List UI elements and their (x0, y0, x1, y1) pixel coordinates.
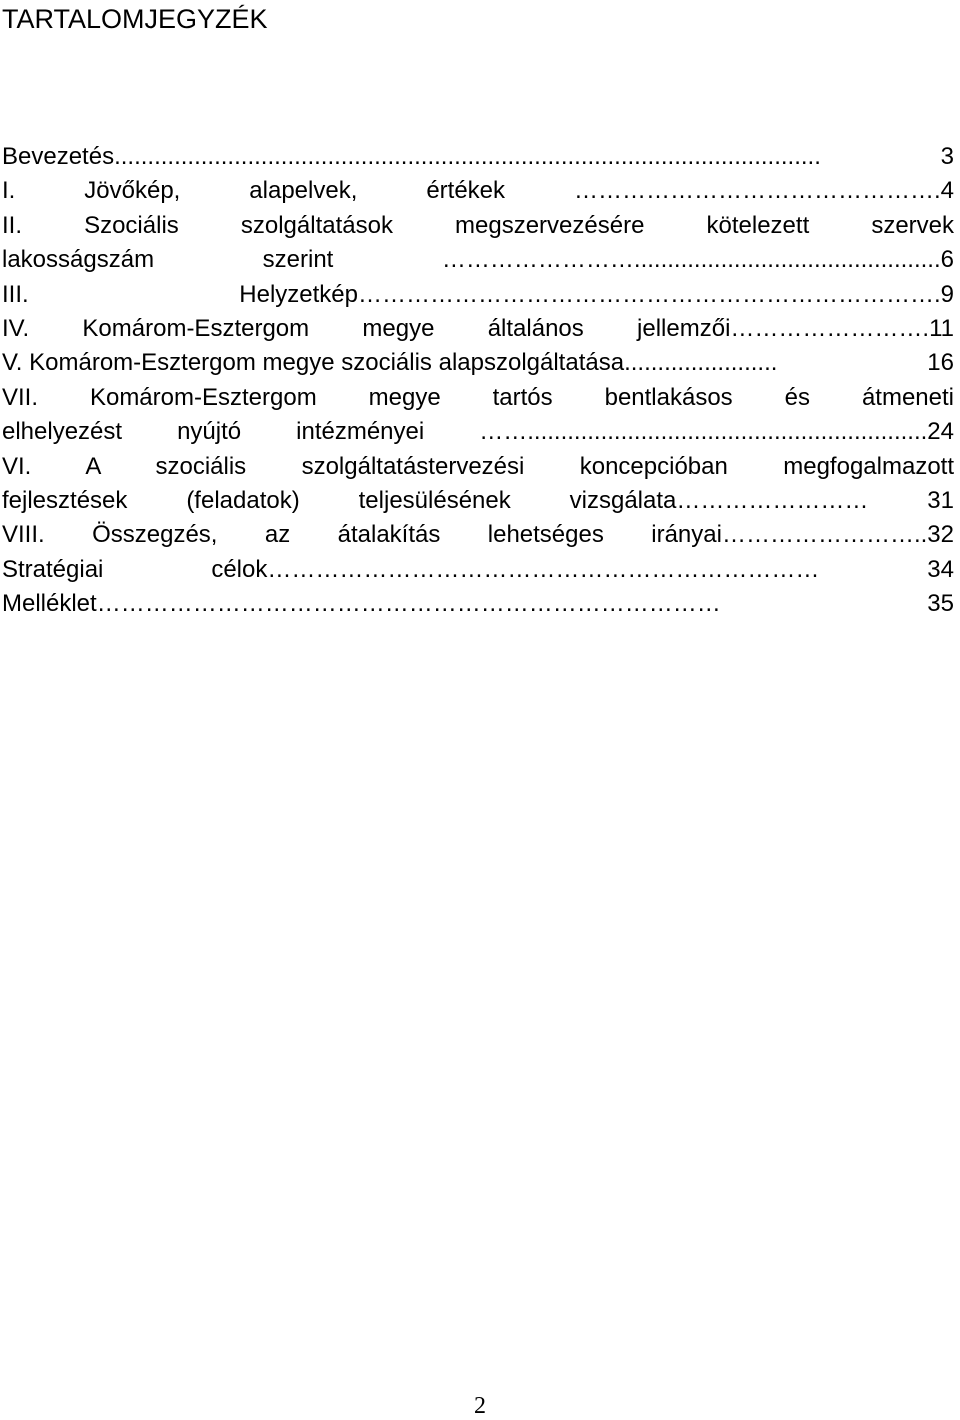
toc-entry-osszegzes[interactable]: VIII. Összegzés, az átalakítás lehetséges irányai……………………..32 (2, 521, 954, 549)
toc-entry-leader: .......................................................................................................... (114, 143, 821, 170)
page-number: 2 (474, 1393, 486, 1419)
toc-entry-strategiai-celok[interactable]: Stratégiai célok…………………………………………………………… 34 (2, 555, 954, 583)
toc-entry-fejlesztesek-line-1[interactable]: VI. A szociális szolgáltatástervezési koncepcióban megfogalmazott (2, 452, 954, 480)
toc-entry-leader: ....................... (624, 349, 778, 377)
toc-entry-melleklet[interactable]: Melléklet…………………………………………………………………… 35 (2, 590, 954, 618)
toc-entry-szervek-line-1[interactable]: II. Szociális szolgáltatások megszervezésére kötelezett szervek (2, 211, 954, 239)
toc-entry-title: Bevezetés (2, 143, 115, 170)
toc-entry-szervek-line-2[interactable]: lakosságszám szerint ……………………..............................................6 (2, 246, 954, 274)
toc-entry-page: 16 (927, 349, 954, 377)
toc-entry-bevezetes[interactable] (2, 140, 954, 174)
toc-entry-page: 3 (940, 143, 954, 170)
toc-list (2, 140, 954, 621)
toc-entry-alapszolgaltatasa[interactable] (2, 346, 954, 380)
toc-entry-title: V. Komárom-Esztergom megye szociális alapszolgáltatása (2, 349, 625, 377)
toc-entry-helyzetkep[interactable]: III. Helyzetkép……………………………………………………………….9 (2, 280, 954, 308)
toc-entry-fejlesztesek-line-2[interactable]: fejlesztések (feladatok) teljesülésének vizsgálata…………………… 31 (2, 486, 954, 514)
toc-entry-bentlakasos-line-1[interactable]: VII. Komárom-Esztergom megye tartós bentlakásos és átmeneti (2, 383, 954, 411)
toc-heading: TARTALOMJEGYZÉK (2, 4, 268, 34)
toc-entry-bentlakasos-line-2[interactable]: elhelyezést nyújtó intézményei ……............................................................24 (2, 418, 954, 446)
toc-entry-jovokep[interactable]: I. Jövőkép, alapelvek, értékek ……………………………………….4 (2, 177, 954, 205)
toc-entry-altalanos-jellemzoi[interactable]: IV. Komárom-Esztergom megye általános jellemzői…………………….11 (2, 314, 954, 342)
